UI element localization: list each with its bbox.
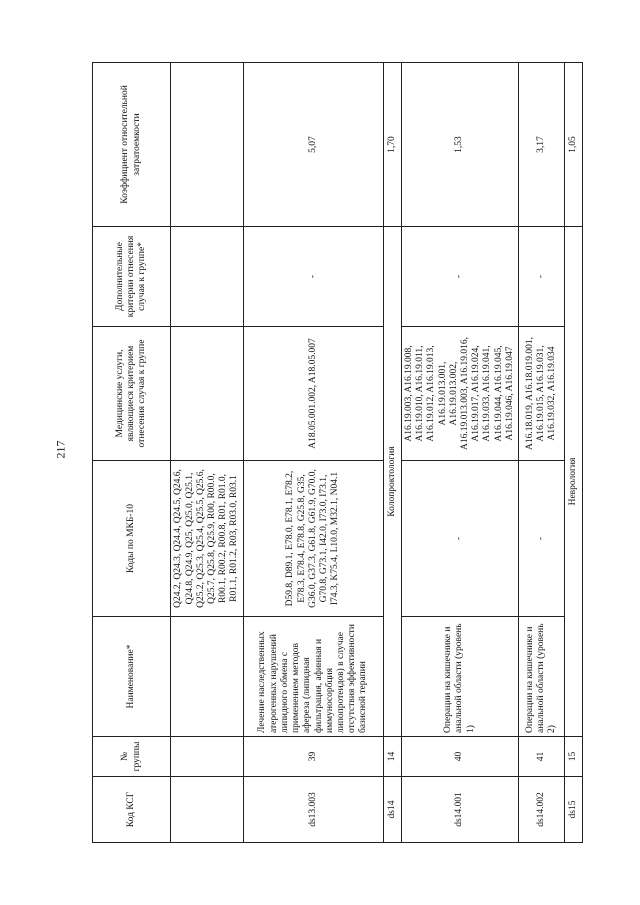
cell-name: Операции на кишечнике и анальной области (уровень 1)	[402, 617, 519, 737]
cell-extra: -	[519, 227, 565, 327]
table-row-ds14-section	[384, 63, 402, 843]
cell-services: A16.19.003, A16.19.008, A16.19.010, A16.19.011, A16.19.012, A16.19.013, A16.19.013.001, A16.19.013.002, A16.19.013.003, A16.19.016, A16.19.017, A16.19.024, A16.19.033, A16.19.041, A16.19.044, A16.19.045, A16.19.046, A16.19.047	[402, 327, 519, 461]
cell-group: 39	[244, 737, 384, 777]
cell-coef	[171, 63, 244, 227]
table-row-ds14-002	[519, 63, 565, 843]
cell-coef: 1,53	[402, 63, 519, 227]
ksg-table-container	[92, 63, 578, 843]
cell-extra: -	[244, 227, 384, 327]
cell-mkb: -	[519, 461, 565, 617]
cell-name: Операции на кишечнике и анальной области (уровень 2)	[519, 617, 565, 737]
header-extra: Дополнительные критерии отнесения случая к группе*	[93, 227, 171, 327]
table-row-ds15-section	[565, 63, 583, 843]
cell-group: 40	[402, 737, 519, 777]
cell-extra: -	[402, 227, 519, 327]
cell-mkb: -	[402, 461, 519, 617]
table-row-ds13-003	[244, 63, 384, 843]
cell-ksg: ds14	[384, 777, 402, 843]
header-mkb: Коды по МКБ-10	[93, 461, 171, 617]
cell-coef: 5,07	[244, 63, 384, 227]
page-number: 217	[53, 440, 68, 459]
cell-name: Лечение наследственных атерогенных нарушений липидного обмена с применением методов афереза (липидная фильтрация, афинная и иммуносорбция липопротеидов) в случае отсутствия эффективности базисной терапии	[244, 617, 384, 737]
cell-section-title: Неврология	[565, 227, 583, 737]
cell-coef: 3,17	[519, 63, 565, 227]
table-row-ds14-001	[402, 63, 519, 843]
cell-group	[171, 737, 244, 777]
header-ksg: Код КСГ	[93, 777, 171, 843]
header-name: Наименование*	[93, 617, 171, 737]
cell-group: 15	[565, 737, 583, 777]
cell-services: A16.18.019, A16.18.019.001, A16.19.015, A16.19.031, A16.19.032, A16.19.034	[519, 327, 565, 461]
table-row-continuation	[171, 63, 244, 843]
cell-mkb: Q24.2, Q24.3, Q24.4, Q24.5, Q24.6, Q24.8, Q24.9, Q25, Q25.0, Q25.1, Q25.2, Q25.3, Q25.4, Q25.5, Q25.6, Q25.7, Q25.8, Q25.9, R00, R00.0, R00.1, R00.2, R00.8, R01, R01.0, R01.1, R01.2, R03, R03.0, R03.1	[171, 461, 244, 617]
cell-ksg: ds13.003	[244, 777, 384, 843]
cell-section-title: Колопроктология	[384, 227, 402, 737]
cell-coef: 1,70	[384, 63, 402, 227]
ksg-table	[92, 62, 583, 843]
cell-mkb: D59.8, D89.1, E78.0, E78.1, E78.2, E78.3, E78.4, E78.8, G25.8, G35, G36.0, G37.3, G61.8, G61.9, G70.0, G70.8, G73.1, I42.0, I73.0, I73.1, I74.3, K75.4, L10.0, M32.1, N04.1	[244, 461, 384, 617]
cell-services	[171, 327, 244, 461]
cell-name	[171, 617, 244, 737]
header-group: № группы	[93, 737, 171, 777]
header-coef: Коэффициент относительной затратоемкости	[93, 63, 171, 227]
cell-ksg: ds15	[565, 777, 583, 843]
cell-group: 14	[384, 737, 402, 777]
cell-coef: 1,05	[565, 63, 583, 227]
cell-group: 41	[519, 737, 565, 777]
cell-ksg: ds14.002	[519, 777, 565, 843]
cell-ksg	[171, 777, 244, 843]
cell-services: A18.05.001.002, A18.05.007	[244, 327, 384, 461]
table-header-row	[93, 63, 171, 843]
cell-ksg: ds14.001	[402, 777, 519, 843]
header-services: Медицинские услуги, являющиеся критерием отнесения случая к группе	[93, 327, 171, 461]
cell-extra	[171, 227, 244, 327]
